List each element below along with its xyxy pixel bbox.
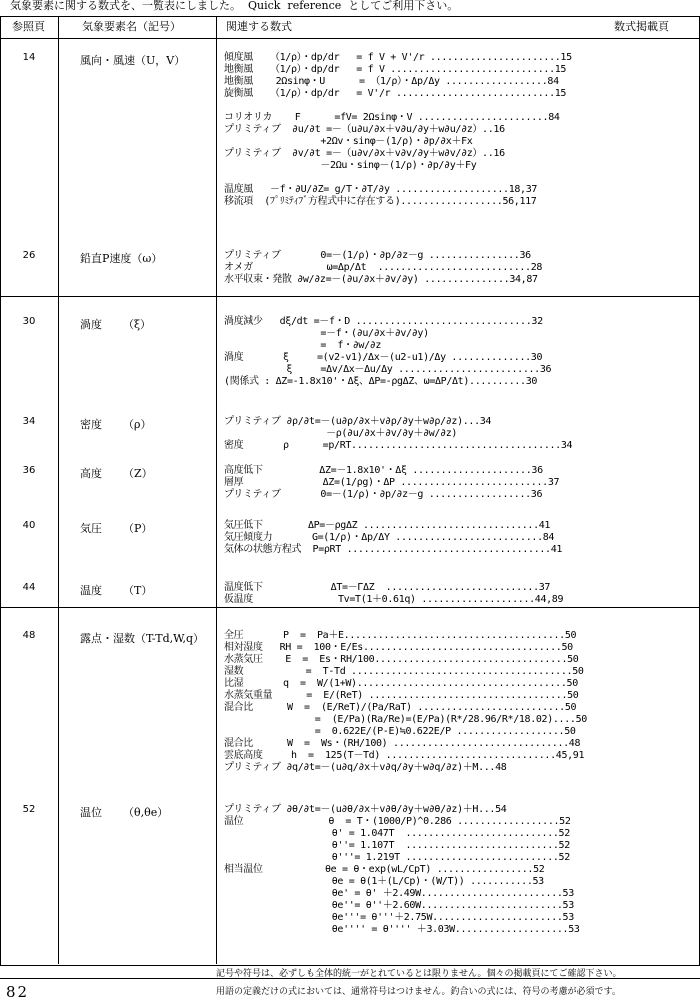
- formula-line: 密度 ρ =p/RT.....................................34: [224, 440, 573, 451]
- header-formula-page: 数式掲載頁: [614, 20, 669, 33]
- formula-line: 混合比 W = (E/ReT)/(Pa/RaT) ..........................50: [224, 702, 577, 713]
- formula-line: 気圧傾度力 G=(1/ρ)・Δp/ΔY ..........................84: [224, 532, 555, 543]
- formula-line: プリミティブ ∂ρ/∂t=－(u∂ρ/∂x＋v∂ρ/∂y＋w∂ρ/∂z)...34: [224, 416, 492, 427]
- formula-line: プリミティブ ∂v/∂t =－（u∂v/∂x＋v∂v/∂y＋w∂v/∂z）..16: [224, 148, 505, 159]
- section-page-ref: 14: [22, 52, 36, 63]
- formula-line: ξ =Δv/Δx－Δu/Δy .........................36: [224, 364, 552, 375]
- formula-line: =－f・(∂u/∂x＋∂v/∂y): [224, 328, 429, 339]
- section-element-name: 気圧 （P）: [80, 522, 153, 535]
- formula-line: 混合比 W = Ws・(RH/100) ...............................48: [224, 738, 581, 749]
- row-divider-2: [0, 607, 700, 608]
- formula-line: +2Ωv・sinφ－(1/ρ)・∂p/∂x＋Fx: [224, 136, 473, 147]
- formula-line: = (E/Pa)(Ra/Re)=(E/Pa)(R*/28.96/R*/18.02)....50: [224, 714, 587, 725]
- intro-text: 気象要素に関する数式を、一覧表にしました。 Quick reference としてご利用下さい。: [10, 0, 459, 12]
- formula-line: コリオリカ F =fV= 2Ωsinφ・V .......................84: [224, 112, 560, 123]
- formula-line: 全圧 P = Pa＋E.......................................50: [224, 630, 577, 641]
- column-divider-page: [58, 16, 59, 964]
- formula-line: θ''= 1.107T ...........................52: [224, 840, 570, 851]
- section-element-name: 高度 （Z）: [80, 467, 153, 480]
- section-element-name: 温度 （T）: [80, 584, 153, 597]
- section-element-name: 温位 （θ,θe）: [80, 806, 169, 819]
- footnote-2: 用語の定義だけの式においては、通常符号はつけません。釣合いの式には、符号の考慮が必須です。: [216, 987, 621, 997]
- row-divider-1: [0, 296, 700, 297]
- footnote-1: 記号や符号は、必ずしも全体的統一がとれているとは限りません。個々の掲載頁にてご確認下さい。: [216, 969, 622, 979]
- formula-line: プリミティブ ∂u/∂t =－（u∂u/∂x＋v∂u/∂y＋w∂u/∂z）..16: [224, 124, 505, 135]
- formula-line: 渦度 ξ =(v2-v1)/Δx－(u2-u1)/Δy ..............30: [224, 352, 543, 363]
- section-page-ref: 48: [22, 630, 36, 641]
- formula-line: = f・∂w/∂z: [224, 340, 382, 351]
- formula-line: 層厚 ΔZ=(1/ρg)・ΔP ..........................37: [224, 477, 560, 488]
- section-page-ref: 36: [22, 465, 36, 476]
- formula-line: プリミティブ ∂θ/∂t=－(u∂θ/∂x＋v∂θ/∂y＋w∂θ/∂z)＋H...54: [224, 804, 507, 815]
- formula-line: 渦度減少 dξ/dt =－f・D ...............................32: [224, 316, 543, 327]
- formula-line: 気体の状態方程式 P=ρRT ....................................41: [224, 544, 563, 555]
- section-element-name: 鉛直P速度（ω）: [80, 252, 163, 265]
- section-page-ref: 34: [22, 416, 36, 427]
- section-element-name: 渦度 （ξ）: [80, 318, 152, 331]
- formula-line: θe'''' = θ'''' ＋3.03W....................53: [224, 924, 580, 935]
- formula-line: 移流項 (ﾌﾟﾘﾐﾃｨﾌﾞ方程式中に存在する)..................56,117: [224, 196, 537, 207]
- formula-line: 比湿 q = W/(1+W).....................................50: [224, 678, 578, 689]
- formula-line: 水蒸気圧 E = Es・RH/100..................................50: [224, 654, 579, 665]
- formula-line: θ'''= 1.219T ...........................52: [224, 852, 570, 863]
- section-element-name: 風向・風速（U，V）: [80, 54, 186, 67]
- formula-line: 高度低下 ΔZ=－1.8x10'・Δξ .....................36: [224, 465, 543, 476]
- formula-line: 地衡風 2Ωsinφ・U = （1/ρ）・Δp/Δy ..................84: [224, 76, 559, 87]
- formula-line: 傾度風 （1/ρ）・dp/dr = f V + V'/r .......................15: [224, 52, 572, 63]
- formula-line: 水平収束・発散 ∂w/∂z=－(∂u/∂x＋∂v/∂y) ...............34,87: [224, 274, 538, 285]
- formula-line: 相当温位 θe = θ・exp(wL/CpT) .................52: [224, 864, 545, 875]
- formula-line: 地衡風 （1/ρ）・dp/dr = f V .............................15: [224, 64, 567, 75]
- formula-line: －ρ(∂u/∂x＋∂v/∂y＋∂w/∂z): [224, 428, 458, 439]
- header-element: 気象要素名（記号）: [82, 20, 181, 33]
- formula-line: θ' = 1.047T ...........................52: [224, 828, 570, 839]
- formula-line: プリミティブ ∂q/∂t=－(u∂q/∂x＋v∂q/∂y＋w∂q/∂z)＋M...48: [224, 762, 507, 773]
- formula-line: (関係式 : ΔZ=-1.8x10'・Δξ、ΔP=-ρgΔZ、ω=ΔP/Δt)..........30: [224, 376, 538, 387]
- header-formula: 関連する数式: [226, 20, 292, 33]
- formula-line: θe'''= θ'''＋2.75W.......................53: [224, 912, 574, 923]
- formula-line: 湿数 = T-Td .......................................50: [224, 666, 584, 677]
- header-divider: [0, 38, 700, 39]
- formula-line: 温位 θ = T・(1000/P)^0.286 ..................52: [224, 816, 571, 827]
- section-page-ref: 30: [22, 316, 36, 327]
- header-page: 参照頁: [12, 20, 45, 33]
- section-page-ref: 26: [22, 250, 36, 261]
- formula-line: プリミティブ 0=－(1/ρ)・∂p/∂z－g ..................36: [224, 489, 543, 500]
- formula-line: θe' = θ' ＋2.49W.........................53: [224, 888, 574, 899]
- formula-line: = 0.622E/(P-E)≒0.622E/P ...................50: [224, 726, 576, 737]
- formula-line: 温度風 －f・∂U/∂Z= g/T・∂T/∂y ....................18,37: [224, 184, 538, 195]
- formula-line: 気圧低下 ΔP=－ρgΔZ ...............................41: [224, 520, 551, 531]
- formula-line: θe = θ(1＋(L/Cp)・(W/T)) ...........53: [224, 876, 544, 887]
- section-page-ref: 52: [22, 804, 36, 815]
- formula-line: 温度低下 ΔT=－ΓΔZ ...........................37: [224, 582, 551, 593]
- section-page-ref: 44: [22, 582, 36, 593]
- formula-line: オメガ ω=Δp/Δt ...........................28: [224, 262, 543, 273]
- formula-line: 相対湿度 RH = 100・E/Es...................................50: [224, 642, 573, 653]
- formula-line: 旋衡風 （1/ρ）・dp/dr = V'/r ............................15: [224, 88, 567, 99]
- page-number: 82: [6, 983, 30, 1001]
- column-divider-element: [216, 16, 217, 964]
- formula-line: －2Ωu・sinφ－(1/ρ)・∂p/∂y＋Fy: [224, 160, 477, 171]
- formula-line: θe''= θ''＋2.60W.........................53: [224, 900, 574, 911]
- formula-line: 水蒸気重量 = E/(ReT) ...................................50: [224, 690, 579, 701]
- section-element-name: 露点・湿数（T-Td,W,q）: [80, 632, 205, 645]
- footer-divider: [0, 978, 700, 979]
- formula-line: 仮温度 Tv=T(1＋0.61q) ....................44,89: [224, 594, 564, 605]
- formula-line: 雲底高度 h = 125(T－Td) ..............................45,91: [224, 750, 585, 761]
- formula-line: プリミティブ 0=－(1/ρ)・∂p/∂z－g ................36: [224, 250, 531, 261]
- section-element-name: 密度 （ρ）: [80, 418, 152, 431]
- section-page-ref: 40: [22, 520, 36, 531]
